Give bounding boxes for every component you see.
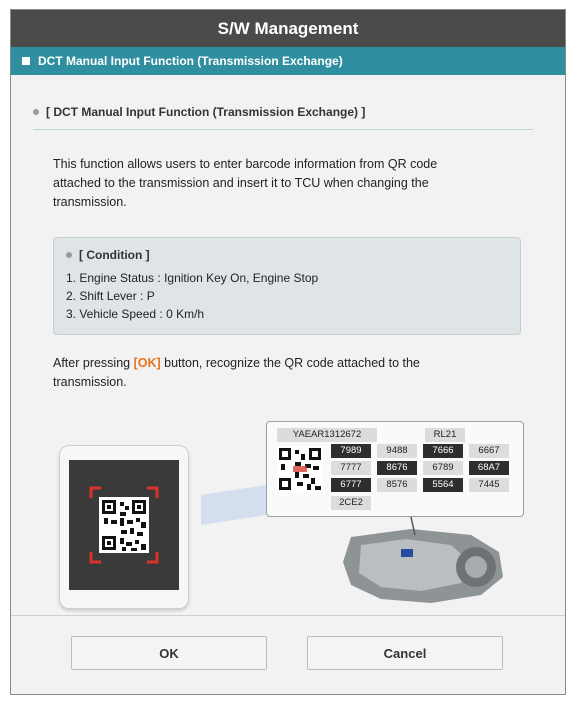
description-line: attached to the transmission and insert it to TCU when changing the bbox=[53, 176, 429, 190]
code-cell: 7989 bbox=[331, 444, 371, 458]
bullet-icon bbox=[66, 252, 72, 258]
sub-heading bbox=[33, 105, 533, 130]
instruction-part: After pressing bbox=[53, 356, 134, 370]
tablet-device bbox=[59, 445, 189, 609]
ok-button-label: OK bbox=[159, 645, 179, 661]
sub-heading-text: [ DCT Manual Input Function (Transmission Exchange) ] bbox=[46, 105, 366, 119]
code-cell: 68A7 bbox=[469, 461, 509, 475]
ok-highlight: [OK] bbox=[133, 356, 161, 370]
serial-label: YAEAR1312672 bbox=[277, 428, 377, 442]
condition-item: 1. Engine Status : Ignition Key On, Engine Stop bbox=[66, 271, 319, 285]
tablet-screen bbox=[69, 460, 179, 590]
code-cell: 7777 bbox=[331, 461, 371, 475]
barcode-label-callout bbox=[266, 421, 524, 517]
content-area bbox=[11, 75, 565, 645]
code-cell: 2CE2 bbox=[331, 496, 371, 510]
ok-button[interactable] bbox=[71, 636, 267, 670]
description-line: This function allows users to enter barcode information from QR code bbox=[53, 157, 438, 171]
code-cell: 7445 bbox=[469, 478, 509, 492]
description-line: transmission. bbox=[53, 195, 127, 209]
code-cell: 6789 bbox=[423, 461, 463, 475]
instruction-part: button, recognize the QR code attached to the bbox=[160, 356, 420, 370]
section-title: DCT Manual Input Function (Transmission Exchange) bbox=[38, 54, 343, 68]
section-header bbox=[11, 47, 565, 75]
code-cell: 5564 bbox=[423, 478, 463, 492]
title-bar bbox=[11, 10, 565, 47]
condition-item: 2. Shift Lever : P bbox=[66, 289, 155, 303]
transmission-image bbox=[343, 517, 503, 603]
function-description bbox=[53, 155, 523, 212]
code-cell: 8576 bbox=[377, 478, 417, 492]
instruction-text bbox=[53, 354, 523, 392]
code-cell: 6777 bbox=[331, 478, 371, 492]
code-cell: 7666 bbox=[423, 444, 463, 458]
condition-title-text: [ Condition ] bbox=[79, 248, 150, 262]
button-bar bbox=[11, 615, 565, 694]
qr-scan-illustration bbox=[51, 417, 541, 627]
condition-item: 3. Vehicle Speed : 0 Km/h bbox=[66, 307, 205, 321]
bullet-icon bbox=[33, 109, 39, 115]
condition-box bbox=[53, 237, 521, 335]
cancel-button-label: Cancel bbox=[383, 645, 427, 661]
type-label: RL21 bbox=[425, 428, 465, 442]
window-title: S/W Management bbox=[217, 18, 359, 38]
cancel-button[interactable] bbox=[307, 636, 503, 670]
sw-management-dialog bbox=[10, 9, 566, 695]
condition-title bbox=[66, 248, 520, 262]
code-cell: 6667 bbox=[469, 444, 509, 458]
qr-code-icon bbox=[277, 446, 323, 492]
qr-viewfinder-icon bbox=[69, 460, 179, 590]
square-bullet-icon bbox=[22, 57, 30, 65]
instruction-part: transmission. bbox=[53, 375, 127, 389]
code-cell: 9488 bbox=[377, 444, 417, 458]
code-cell: 8676 bbox=[377, 461, 417, 475]
